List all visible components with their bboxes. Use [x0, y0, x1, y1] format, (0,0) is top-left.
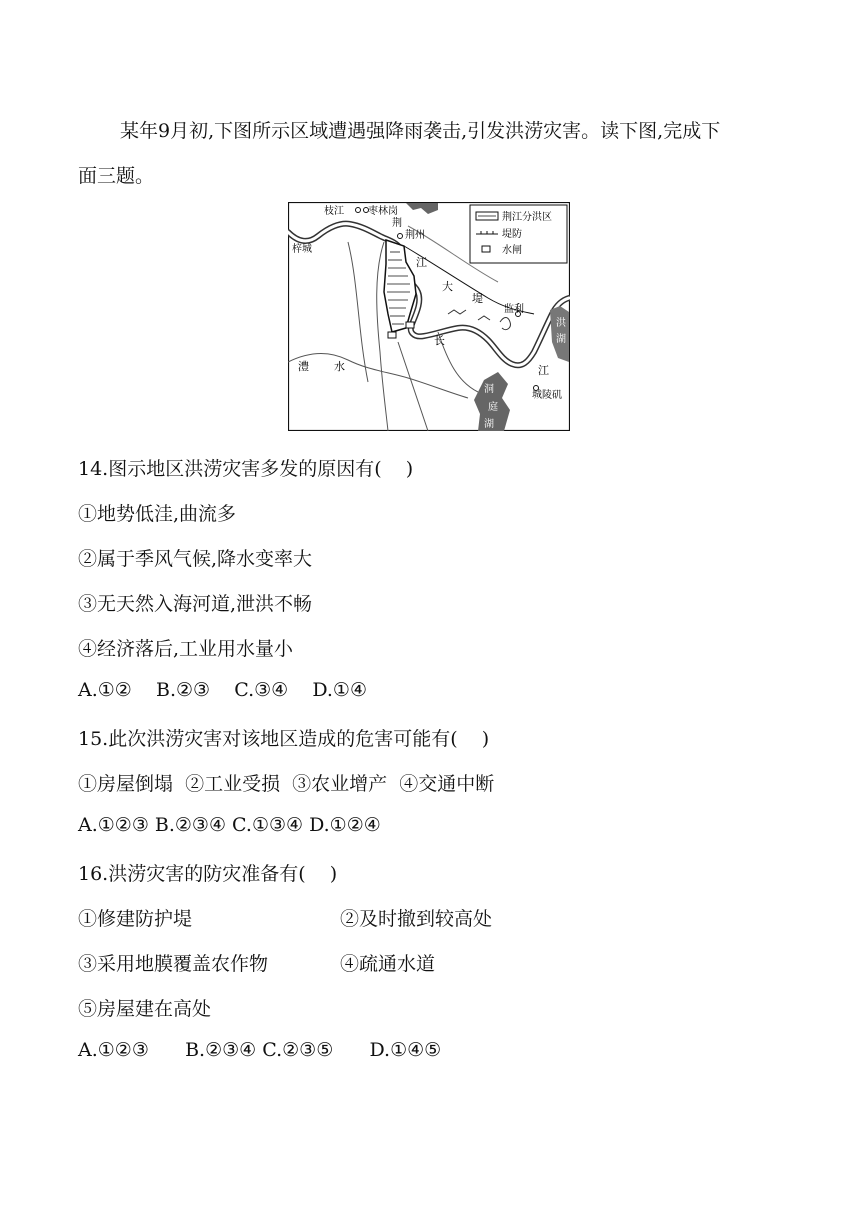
- q14-stem: 14.图示地区洪涝灾害多发的原因有( ): [78, 458, 414, 480]
- q16-stem: 16.洪涝灾害的防灾准备有( ): [78, 863, 338, 885]
- q16-item-1: ①修建防护堤: [78, 908, 193, 930]
- label-da: 大: [442, 280, 453, 293]
- label-jianli: 监利: [504, 304, 524, 315]
- label-jingzhou: 荆州: [405, 230, 425, 241]
- label-zhicheng: 梓城: [292, 244, 312, 255]
- q16-choices: A.①②③ B.②③④ C.②③⑤ D.①④⑤: [78, 1039, 442, 1061]
- label-di: 堤: [472, 292, 483, 305]
- q14-item-2: ②属于季风气候,降水变率大: [78, 548, 313, 570]
- label-jing: 荆: [392, 218, 402, 229]
- flood-map: [288, 202, 570, 431]
- q16-item-2: ②及时撤到较高处: [340, 908, 493, 930]
- q15-items: ①房屋倒塌 ②工业受损 ③农业增产 ④交通中断: [78, 773, 495, 795]
- legend-dike: 堤防: [502, 229, 522, 240]
- q14-item-1: ①地势低洼,曲流多: [78, 503, 237, 525]
- q14-item-3: ③无天然入海河道,泄洪不畅: [78, 593, 313, 615]
- intro-line-2: 面三题。: [78, 165, 155, 187]
- q16-item-3: ③采用地膜覆盖农作物: [78, 953, 269, 975]
- label-hu: 湖: [484, 419, 494, 430]
- q15-choices: A.①②③ B.②③④ C.①③④ D.①②④: [78, 814, 381, 836]
- label-hong: 洪: [556, 318, 566, 329]
- label-jiang1: 江: [416, 256, 427, 269]
- q14-choices: A.①② B.②③ C.③④ D.①④: [78, 679, 367, 701]
- legend-diversion: 荆江分洪区: [502, 212, 552, 223]
- label-jiang2: 江: [538, 364, 549, 377]
- q15-stem: 15.此次洪涝灾害对该地区造成的危害可能有( ): [78, 728, 490, 750]
- label-chang: 长: [434, 334, 445, 347]
- q14-item-4: ④经济落后,工业用水量小: [78, 638, 294, 660]
- label-zhijiang: 枝江: [324, 206, 344, 217]
- label-li: 澧: [298, 360, 309, 373]
- label-zaolingang: 枣林岗: [368, 206, 398, 217]
- intro-line-1: 某年9月初,下图所示区域遭遇强降雨袭击,引发洪涝灾害。读下图,完成下: [120, 120, 721, 142]
- label-dong: 洞: [484, 384, 494, 395]
- label-shui: 水: [334, 360, 345, 373]
- label-hu2: 湖: [556, 334, 566, 345]
- label-ting: 庭: [488, 402, 498, 413]
- legend-sluice: 水闸: [502, 245, 522, 256]
- q16-item-5: ⑤房屋建在高处: [78, 998, 212, 1020]
- q16-item-4: ④疏通水道: [340, 953, 436, 975]
- label-chenglingji: 城陵矶: [532, 390, 562, 401]
